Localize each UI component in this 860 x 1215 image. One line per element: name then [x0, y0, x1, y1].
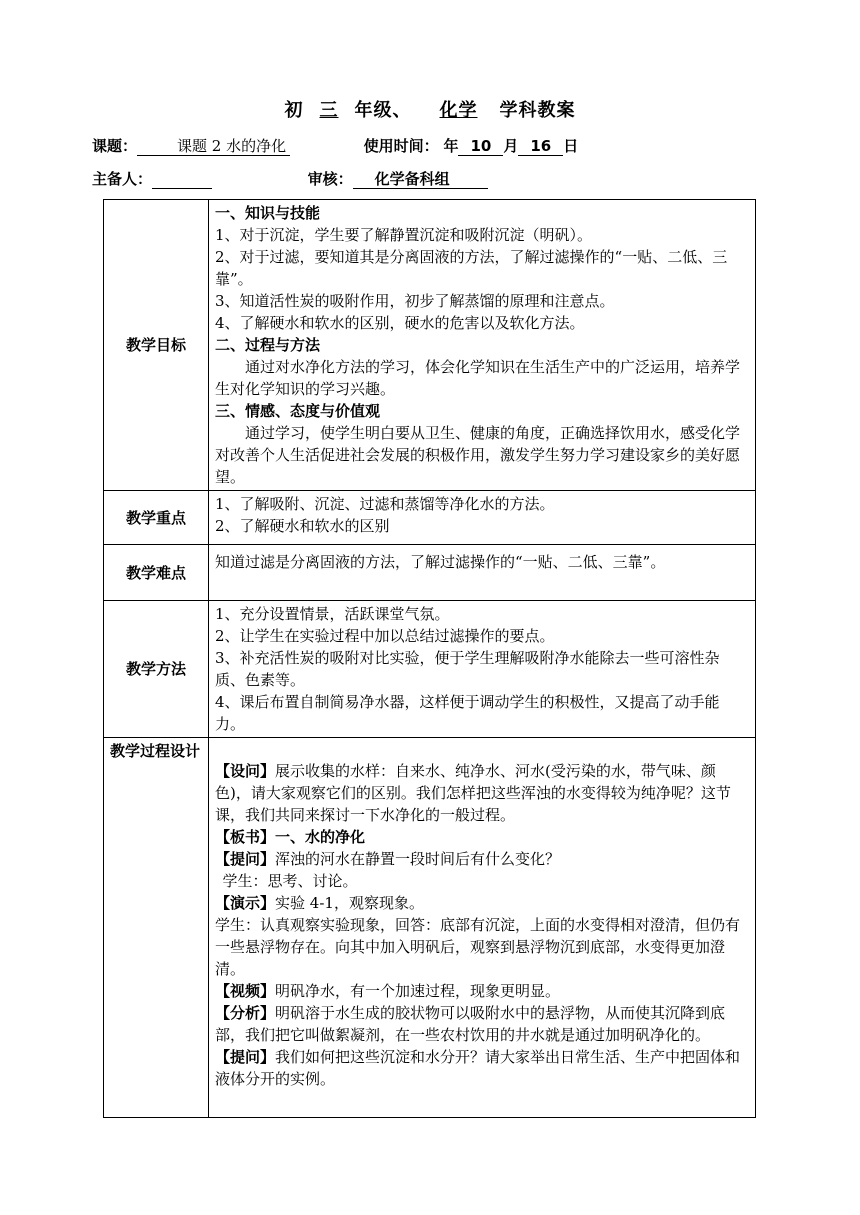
month-value: 10: [458, 137, 503, 156]
key-head: 教学重点: [104, 491, 209, 545]
process-text: 浑浊的河水在静置一段时间后有什么变化？: [275, 850, 561, 868]
topic-label: 课题：: [92, 137, 138, 155]
time-label: 使用时间：: [363, 137, 439, 155]
lesson-plan-table: [103, 199, 756, 1118]
method-item: 2、让学生在实验过程中加以总结过滤操作的要点。: [215, 627, 555, 645]
goals-content: [209, 200, 756, 491]
row-difficulty: [104, 545, 756, 601]
process-text: 展示收集的水样：自来水、纯净水、河水(受污染的水，带气味、颜色)，请大家观察它们的区别。我们怎样把这些浑浊的水变得较为纯净呢？这节课，我们共同来探讨一下水净化的一般过程。: [215, 762, 731, 824]
key-item: 1、了解吸附、沉淀、过滤和蒸馏等净化水的方法。: [215, 495, 555, 513]
difficulty-text: 知道过滤是分离固液的方法，了解过滤操作的“一贴、二低、三靠”。: [215, 553, 666, 571]
process-tag: 【提问】: [215, 1048, 276, 1066]
method-head: 教学方法: [104, 601, 209, 738]
process-text: 明矾溶于水生成的胶状物可以吸附水中的悬浮物，从而使其沉降到底部，我们把它叫做絮凝剂，在一些农村饮用的井水就是通过加明矾净化的。: [215, 1004, 726, 1044]
title-grade: 三: [319, 100, 339, 121]
page-title: [0, 96, 860, 122]
difficulty-head: 教学难点: [104, 545, 209, 601]
row-process: [104, 738, 756, 1118]
row-goals: [104, 200, 756, 491]
key-content: [209, 491, 756, 545]
process-text: 明矾净水，有一个加速过程，现象更明显。: [275, 982, 561, 1000]
goals-text3: 通过学习，使学生明白要从卫生、健康的角度，正确选择饮用水，感受化学对改善个人生活促进社会发展的积极作用，激发学生努力学习建设家乡的美好愿望。: [215, 424, 741, 486]
method-item: 1、充分设置情景，活跃课堂气氛。: [215, 605, 450, 623]
process-tag: 【设问】: [215, 762, 276, 780]
process-text: 学生：认真观察实验现象，回答：底部有沉淀，上面的水变得相对澄清，但仍有一些悬浮物存在。向其中加入明矾后，观察到悬浮物沉到底部，水变得更加澄清。: [215, 916, 741, 978]
title-subject: 化学: [439, 100, 478, 121]
row-key-points: [104, 491, 756, 545]
method-item: 3、补充活性炭的吸附对比实验，便于学生理解吸附净水能除去一些可溶性杂质、色素等。: [215, 649, 720, 689]
process-tag: 【板书】: [215, 828, 276, 846]
process-tag: 【视频】: [215, 982, 276, 1000]
process-text: 实验 4-1，观察现象。: [275, 894, 424, 912]
meta-row-preparer: [92, 168, 762, 189]
day-value: 16: [518, 137, 563, 156]
topic-value: 课题 2 水的净化: [173, 137, 290, 156]
process-tag: 【分析】: [215, 1004, 276, 1022]
row-method: [104, 601, 756, 738]
review-value: 化学备科组: [353, 170, 488, 189]
year-label: 年: [443, 137, 459, 155]
process-tag: 【提问】: [215, 850, 276, 868]
goals-item: 2、对于过滤，要知道其是分离固液的方法，了解过滤操作的“一贴、二低、三靠”。: [215, 248, 728, 288]
goals-item: 1、对于沉淀，学生要了解静置沉淀和吸附沉淀（明矾）。: [215, 226, 593, 244]
process-text: 学生：思考、讨论。: [222, 872, 358, 890]
goals-head: 教学目标: [104, 200, 209, 491]
title-grade-suffix: 年级、: [354, 100, 412, 121]
goals-item: 4、了解硬水和软水的区别，硬水的危害以及软化方法。: [215, 314, 585, 332]
meta-row-topic: [92, 135, 762, 156]
preparer-value: [152, 172, 212, 189]
method-content: [209, 601, 756, 738]
goals-sec1: 一、知识与技能: [215, 204, 321, 222]
preparer-label: 主备人：: [92, 170, 153, 188]
goals-sec2: 二、过程与方法: [215, 336, 321, 354]
goals-sec3: 三、情感、态度与价值观: [215, 402, 381, 420]
day-label: 日: [563, 137, 579, 155]
method-item: 4、课后布置自制简易净水器，这样便于调动学生的积极性，又提高了动手能力。: [215, 693, 720, 733]
difficulty-content: [209, 545, 756, 601]
review-label: 审核：: [307, 170, 353, 188]
process-heading: 一、水的净化: [275, 828, 366, 846]
process-tag: 【演示】: [215, 894, 276, 912]
goals-text2: 通过对水净化方法的学习，体会化学知识在生活生产中的广泛运用，培养学生对化学知识的学习兴趣。: [215, 358, 741, 398]
key-item: 2、了解硬水和软水的区别: [215, 517, 390, 535]
process-text: 我们如何把这些沉淀和水分开？请大家举出日常生活、生产中把固体和液体分开的实例。: [215, 1048, 741, 1088]
goals-item: 3、知道活性炭的吸附作用，初步了解蒸馏的原理和注意点。: [215, 292, 615, 310]
title-suffix: 学科教案: [499, 100, 576, 121]
process-head: 教学过程设计: [104, 738, 209, 1118]
process-content: [209, 738, 756, 1118]
title-prefix: 初: [284, 100, 304, 121]
month-label: 月: [503, 137, 519, 155]
